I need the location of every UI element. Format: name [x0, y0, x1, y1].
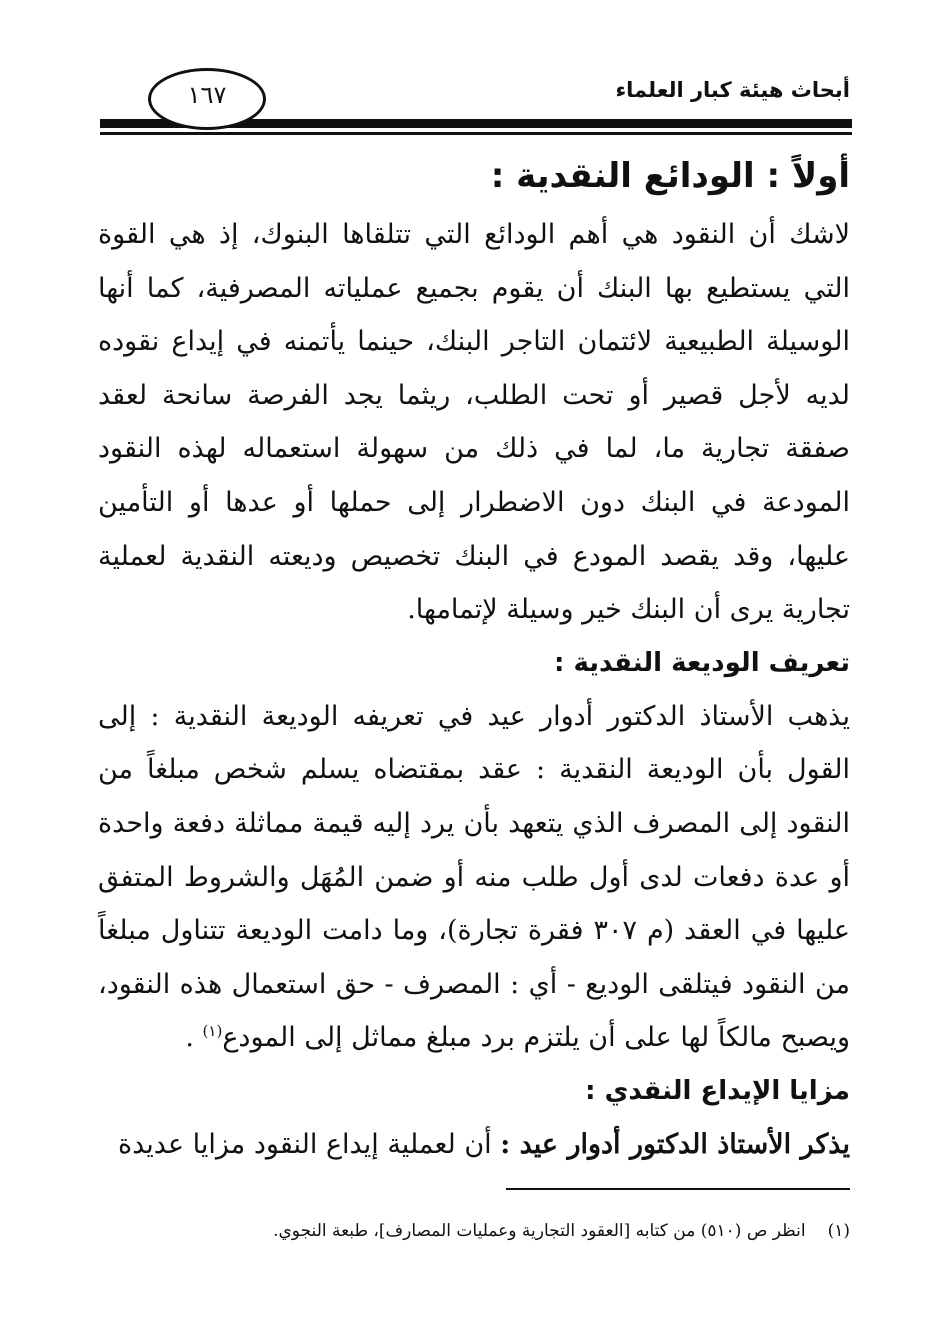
page-number-oval — [148, 68, 266, 130]
page-number: ١٦٧ — [187, 81, 227, 109]
header-rule-thin — [100, 132, 852, 135]
footnote-reference[interactable]: (١) — [202, 1022, 223, 1041]
advantages-paragraph — [98, 1118, 850, 1172]
section-paragraph-1: لاشك أن النقود هي أهم الودائع التي تتلقاها البنوك، إذ هي القوة التي يستطيع بها البنك أن يقوم بجميع عملياته المصرفية، كما أنها الوسيلة الطبيعية لائتمان التاجر البنك، حينما يأتمنه في إيداع نقوده لديه لأجل قصير أو تحت الطلب، ريثما يجد الفرصة سانحة لعقد صفقة تجارية ما، لما في ذلك من سهولة استعماله لهذه النقود المودعة في البنك دون الاضطرار إلى حملها أو عدها أو التأمين عليها، وقد يقصد المودع في البنك تخصيص وديعته النقدية لعملية تجارية يرى أن البنك خير وسيلة لإتمامها. — [98, 219, 850, 626]
advantages-lead: يذكر الأستاذ الدكتور أدوار عيد : — [500, 1128, 850, 1160]
footnote-separator — [506, 1188, 850, 1190]
advantages-paragraph-text: أن لعملية إيداع النقود مزايا عديدة — [117, 1128, 501, 1160]
footnote-1 — [98, 1216, 850, 1246]
advantages-heading: مزايا الإيداع النقدي : — [585, 1075, 850, 1106]
running-title: أبحاث هيئة كبار العلماء — [615, 78, 850, 102]
definition-paragraph-end: . — [185, 1022, 203, 1054]
definition-heading: تعريف الوديعة النقدية : — [554, 647, 850, 678]
footnote-text: انظر ص (٥١٠) من كتابه [العقود التجارية وعمليات المصارف]، طبعة النجوي. — [273, 1221, 806, 1241]
footnote-mark: (١) — [827, 1221, 850, 1241]
page-content — [98, 150, 850, 1172]
section-heading: أولاً : الودائع النقدية : — [490, 156, 850, 196]
definition-paragraph-text: يذهب الأستاذ الدكتور أدوار عيد في تعريفه الوديعة النقدية : إلى القول بأن الوديعة النقدية : عقد بمقتضاه يسلم شخص مبلغاً من النقود إلى المصرف الذي يتعهد بأن يرد إليه قيمة مماثلة دفعة واحدة أو عدة دفعات لدى أول طلب منه أو ضمن المُهَل والشروط المتفق عليها في العقد (م ٣٠٧ فقرة تجارة)، وما دامت الوديعة تتناول مبلغاً من النقود فيتلقى الوديع - أي : المصرف - حق استعمال هذه النقود، ويصبح مالكاً لها على أن يلتزم برد مبلغ مماثل إلى المودع — [98, 700, 850, 1054]
definition-paragraph — [98, 690, 850, 1065]
